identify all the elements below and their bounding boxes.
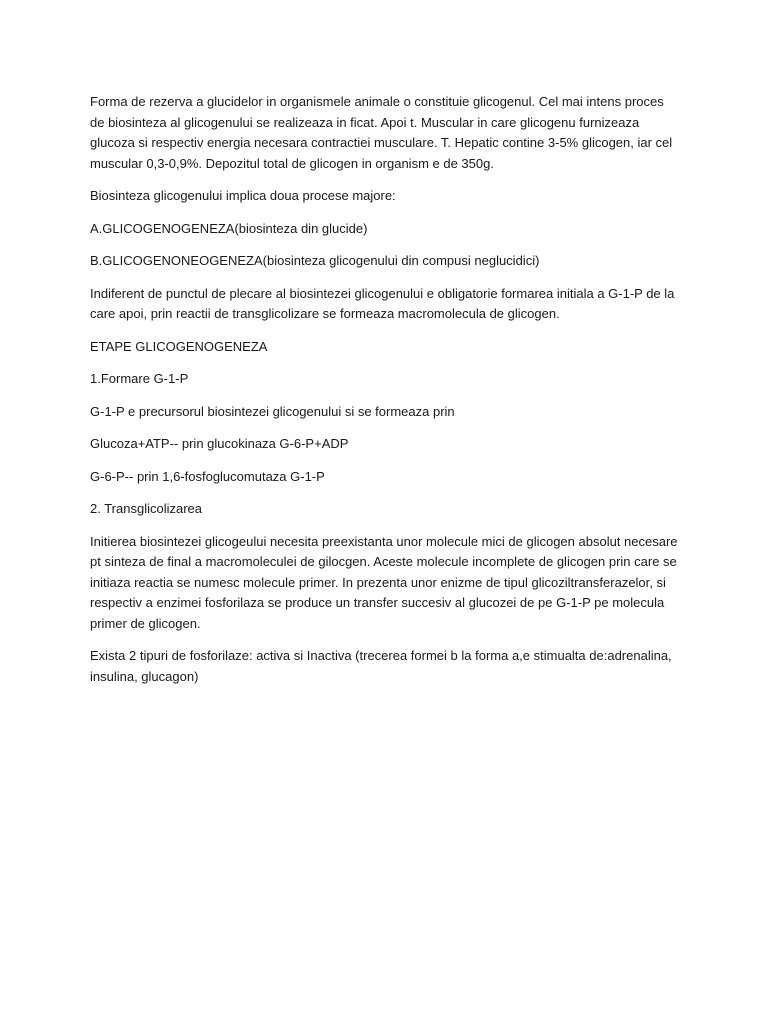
paragraph-process-a: A.GLICOGENOGENEZA(biosinteza din glucide) <box>90 220 368 236</box>
step-heading-1: 1.Formare G-1-P <box>90 371 189 386</box>
paragraph-g1p-formation: Indiferent de punctul de plecare al biosintezei glicogenului e obligatorie formarea initiala a G-1-P de la care apoi, prin reactii de transglicolizare se formeaza macromolecula de glicogen. <box>90 285 675 321</box>
section-heading-etape: ETAPE GLICOGENOGENEZA <box>90 338 268 354</box>
reaction-glucokinaza: Glucoza+ATP-- prin glucokinaza G-6-P+ADP <box>90 436 349 451</box>
paragraph-major-processes: Biosinteza glicogenului implica doua procese majore: <box>90 188 396 203</box>
paragraph-g1p-precursor: G-1-P e precursorul biosintezei glicogenului si se formeaza prin <box>90 403 455 419</box>
step-heading-2: 2. Transglicolizarea <box>90 501 202 516</box>
document-body <box>90 92 678 699</box>
paragraph-process-b: B.GLICOGENONEOGENEZA(biosinteza glicogenului din compusi neglucidici) <box>90 253 540 268</box>
reaction-fosfoglucomutaza: G-6-P-- prin 1,6-fosfoglucomutaza G-1-P <box>90 468 325 484</box>
paragraph-fosforilaze: Exista 2 tipuri de fosforilaze: activa si Inactiva (trecerea formei b la forma a,e stimualta de:adrenalina, insulina, glucagon) <box>90 648 672 684</box>
paragraph-initiation: Initierea biosintezei glicogeului necesita preexistanta unor molecule mici de glicogen absolut necesare pt sinteza de final a macromoleculei de gilocgen. Aceste molecule incomplete de glicogen prin care se initiaza reactia se numesc molecule primer. In prezenta unor enizme de tipul glicoziltransferazelor, si respectiv a enzimei fosforilaza se produce un transfer succesiv al glucozei de pe G-1-P pe molecula primer de glicogen. <box>90 533 678 631</box>
paragraph-intro: Forma de rezerva a glucidelor in organismele animale o constituie glicogenul. Cel mai intens proces de biosinteza al glicogenului se realizeaza in ficat. Apoi t. Muscular in care glicogenu furnizeaza glucoza si respectiv energia necesara contractiei musculare. T. Hepatic contine 3-5% glicogen, iar cel muscular 0,3-0,9%. Depozitul total de glicogen in organism e de 350g. <box>90 94 673 171</box>
